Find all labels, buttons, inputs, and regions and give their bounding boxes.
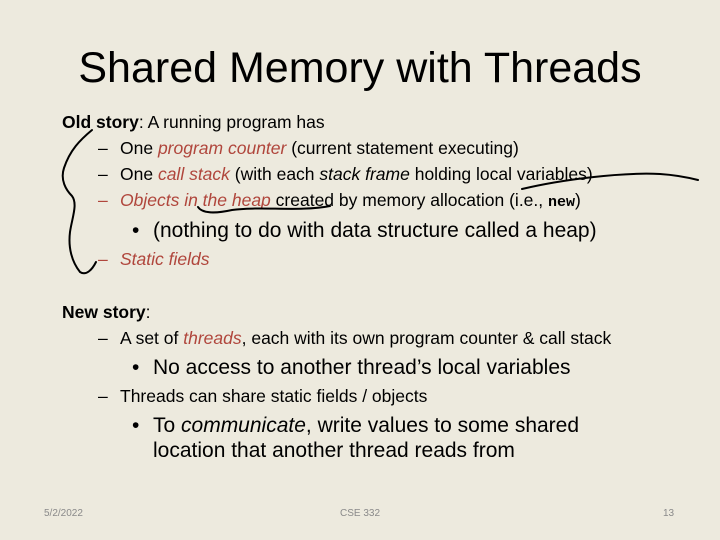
term-static-fields: Static fields — [120, 249, 210, 269]
old-item-program-counter — [98, 137, 519, 159]
term-program-counter: program counter — [157, 138, 287, 158]
item-text: holding local variables) — [409, 164, 593, 184]
new-story-rest: : — [145, 302, 151, 322]
old-item-static-fields — [98, 248, 209, 270]
dash-marker: – — [98, 249, 108, 269]
bullet-marker: • — [132, 356, 140, 379]
footer-course: CSE 332 — [340, 508, 381, 519]
term-objects-in-heap: Objects in the heap — [120, 190, 271, 210]
item-text: , write values to some shared — [305, 414, 580, 437]
item-text: Threads can share static fields / objects — [120, 386, 428, 406]
dash-marker: – — [98, 138, 108, 158]
item-text: ) — [575, 190, 581, 210]
old-story-label: Old story — [62, 112, 139, 132]
bullet-marker: • — [132, 219, 140, 242]
new-item-threads — [98, 327, 611, 349]
old-item-heap-objects — [98, 189, 581, 214]
term-communicate: communicate — [181, 414, 306, 437]
old-subitem-heap-note — [132, 218, 597, 244]
item-text: To — [153, 414, 182, 437]
item-text: (nothing to do with data structure called a heap) — [153, 219, 597, 242]
term-call-stack: call stack — [157, 164, 230, 184]
ink-bracket — [63, 130, 96, 273]
dash-marker: – — [98, 164, 108, 184]
item-text: No access to another thread’s local variables — [153, 356, 571, 379]
new-subitem-communicate — [132, 413, 579, 439]
slide-title: Shared Memory with Threads — [78, 44, 642, 92]
dash-marker: – — [98, 328, 108, 348]
dash-marker: – — [98, 386, 108, 406]
term-threads: threads — [183, 328, 242, 348]
code-new: new — [548, 194, 576, 211]
item-text: One — [120, 138, 158, 158]
new-subitem-no-access — [132, 355, 571, 381]
dash-marker: – — [98, 190, 108, 210]
old-story-heading — [62, 111, 325, 133]
footer-date: 5/2/2022 — [44, 508, 83, 519]
new-story-label: New story — [62, 302, 146, 322]
new-item-share-static — [98, 385, 427, 407]
new-subitem-communicate-cont: location that another thread reads from — [153, 439, 515, 462]
item-text: (with each — [229, 164, 320, 184]
old-story-rest: : A running program has — [138, 112, 325, 132]
old-item-call-stack — [98, 163, 593, 185]
item-text: (current statement executing) — [286, 138, 519, 158]
term-stack-frame: stack frame — [319, 164, 410, 184]
item-text: , each with its own program counter & call stack — [241, 328, 612, 348]
footer-page-number: 13 — [663, 508, 675, 519]
new-story-heading — [62, 301, 151, 323]
item-text: One — [120, 164, 158, 184]
item-text: A set of — [120, 328, 184, 348]
item-text: created by memory allocation (i.e., — [270, 190, 548, 210]
bullet-marker: • — [132, 414, 140, 437]
